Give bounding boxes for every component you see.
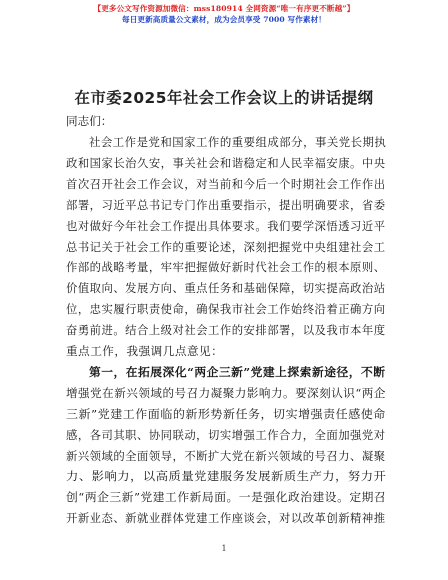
- body-line: [66, 448, 386, 464]
- body-line: [66, 510, 386, 526]
- body-line: [66, 280, 386, 296]
- body-text-span: 社会工作是党和国家工作的重要组成部分，事关党长期执: [89, 135, 387, 149]
- body-text-span: 价值取向、发展方向、重点任务和基础保障，切实提高政治站: [66, 281, 386, 296]
- body-line: [66, 197, 386, 213]
- body-line: [66, 155, 386, 171]
- greeting: 同志们：: [66, 114, 113, 128]
- body-line: [66, 489, 386, 505]
- body-text-span: 三新”党建工作面临的新形势新任务，切实增强责任感使命: [66, 406, 386, 421]
- body-text-span: 也对做好今年社会工作提出具体要求。我们要学深悟透习近平: [66, 218, 386, 233]
- body-line: [66, 176, 386, 192]
- body-text-span: 位，忠实履行职责使命，确保我市社会工作始终沿着正确方向: [66, 302, 386, 317]
- body-text-span: 力、影响力，以高质量党建服务发展新质生产力，努力开: [66, 469, 387, 484]
- body-line: [66, 406, 386, 422]
- body-line: [66, 343, 223, 359]
- body-line: [66, 468, 386, 484]
- body-text-span: 感，各司其职、协同联动，切实增强工作合力，全面加强党对: [66, 427, 386, 442]
- document-title: 在市委2025年社会工作会议上的讲话提纲: [74, 89, 374, 107]
- body-text-span: 开新业态、新就业群体党建工作座谈会，对以改革创新精神推: [66, 511, 386, 526]
- body-line: [66, 427, 386, 443]
- body-text-span: 作部的战略考量，牢牢把握做好新时代社会工作的根本原则、: [66, 260, 386, 275]
- body-line: [66, 301, 386, 317]
- body-text-span: 政和国家长治久安，事关社会和谐稳定和人民幸福安康。中央: [66, 155, 386, 170]
- body-line: [66, 385, 386, 401]
- body-text-span: 奋勇前进。结合上级对社会工作的安排部署，以及我市本年度: [66, 323, 386, 338]
- body-text-span: 首次召开社会工作会议，对当前和今后一个时期社会工作作出: [66, 176, 386, 191]
- body-text-span: 部署，习近平总书记专门作出重要指示，提出明确要求，省委: [66, 197, 386, 212]
- promo-banner-top: 【更多公文写作资源加微信：mss180914 全网资源“唯一有序更不断越”】: [93, 4, 355, 13]
- promo-banner-sub: 每日更新高质量公文素材，成为会员享受 7000 写作素材！: [122, 15, 326, 24]
- body-line: [89, 364, 386, 380]
- body-line: [66, 218, 386, 234]
- body-line: [66, 322, 386, 338]
- body-line: [89, 134, 386, 150]
- body-text-span: 新兴领域的全面领导，不断扩大党在新兴领域的号召力、凝聚: [66, 448, 386, 463]
- page-number: 1: [221, 544, 227, 553]
- section-heading: 第一，在拓展深化“两企三新”党建上探索新途径，不断: [89, 364, 386, 379]
- body-text-span: 增强党在新兴领域的号召力凝聚力影响力。要深刻认识“两企: [66, 385, 386, 400]
- body-line: [66, 259, 386, 275]
- body-text-span: 总书记关于社会工作的重要论述，深刻把握党中央组建社会工: [66, 239, 386, 254]
- body-text-span: 重点工作，我强调几点意见：: [66, 344, 224, 358]
- body-line: [66, 239, 386, 255]
- body-text-span: 创“两企三新”党建工作新局面。一是强化政治建设。定期召: [66, 490, 387, 505]
